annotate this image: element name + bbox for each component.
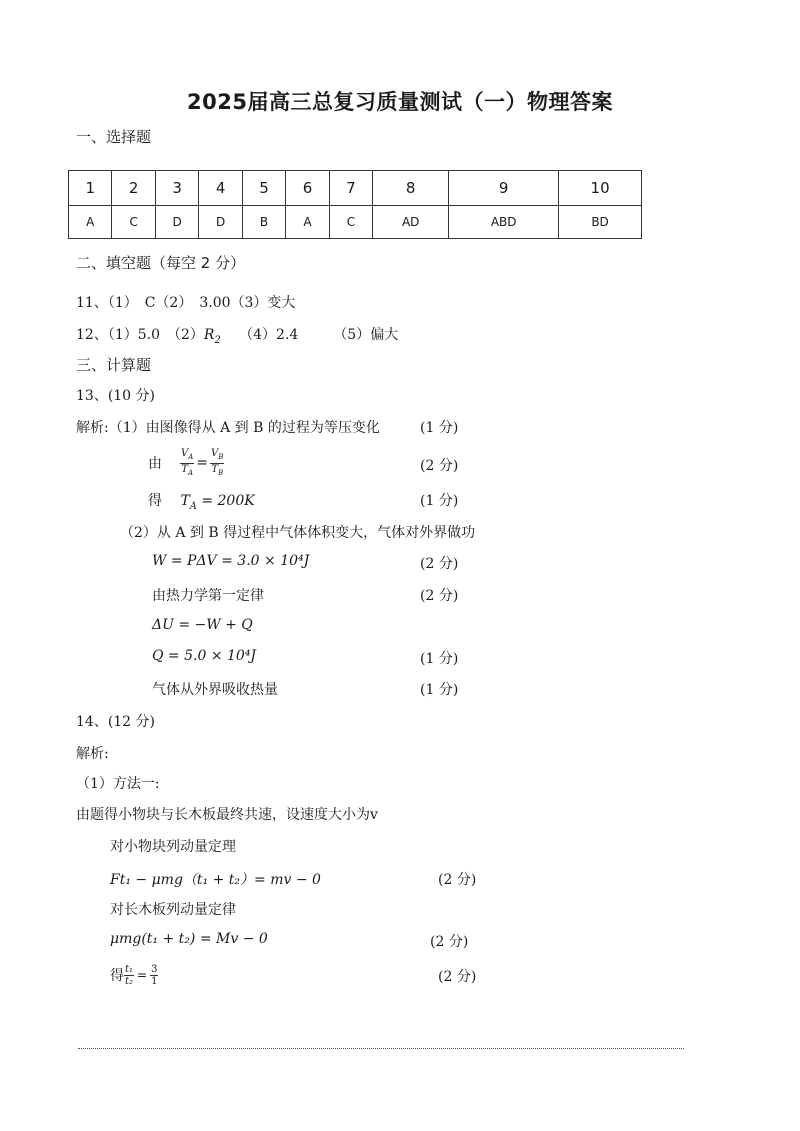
q13-line2: 由 $\frac{V_A}{T_A}$ = $\frac{V_B}{T_B}$ [148, 447, 224, 477]
q14-line4: 对小物块列动量定理 [110, 839, 236, 855]
q13-frac1-den: $T_A$ [181, 463, 194, 477]
question-number-cell: 7 [329, 171, 372, 206]
answer-cell: D [199, 206, 242, 239]
q14-line5-expr: Ft₁ − μmg（t₁ + t₂）= mv − 0 [110, 872, 321, 888]
q12-part-b: （4）2.4 （5）偏大 [239, 327, 399, 343]
q14-frac-den: t₂ [125, 975, 134, 987]
q13-line7-expr: ΔU = −W + Q [152, 617, 253, 633]
q14-line8-score: (2 分) [438, 969, 477, 985]
q13-line1-score: (1 分) [420, 420, 459, 436]
section-choice-heading: 一、选择题 [76, 128, 152, 146]
q14-fraction-t1-t2 [124, 964, 134, 987]
q14-fraction-3-1 [150, 964, 158, 987]
q13-frac2-num: $V_B$ [210, 448, 224, 464]
q13-line2-prefix: 由 [148, 456, 162, 472]
q14-line7-expr: μmg(t₁ + t₂) = Mv − 0 [110, 931, 268, 947]
q14-frac-equals: = [137, 968, 148, 982]
q13-line3-prefix: 得 [148, 493, 162, 509]
answer-cell: C [329, 206, 372, 239]
q13-fraction-vb-tb [210, 448, 224, 479]
q14-header: 14、(12 分) [76, 714, 156, 730]
q14-line6: 对长木板列动量定律 [110, 902, 236, 918]
page-bottom-dotted-divider [78, 1048, 684, 1049]
q13-frac1-num: $V_A$ [180, 448, 194, 464]
answer-cell: A [286, 206, 329, 239]
answer-table-number-row [69, 171, 642, 206]
question-number-cell: 8 [373, 171, 449, 206]
q14-line7-score: (2 分) [430, 934, 469, 950]
q13-line5-expr: W = PΔV = 3.0 × 10⁴J [152, 553, 310, 569]
q14-frac-num: t₁ [125, 963, 134, 975]
q14-line3: 由题得小物块与长木板最终共速，设速度大小为v [76, 807, 378, 823]
q13-fraction-va-ta [180, 448, 194, 479]
answer-cell: B [242, 206, 285, 239]
q14-line2: （1）方法一: [76, 776, 160, 792]
answer-cell: C [112, 206, 155, 239]
question-number-cell: 6 [286, 171, 329, 206]
q12-resistor-symbol: R [203, 327, 215, 343]
section-calc-heading: 三、计算题 [76, 356, 152, 374]
q14-frac2-num: 3 [151, 963, 158, 975]
answer-cell: ABD [449, 206, 559, 239]
q11-answer: 11、（1） C（2） 3.00（3）变大 [76, 295, 296, 311]
q13-line8-expr: Q = 5.0 × 10⁴J [152, 648, 257, 664]
q13-line3 [148, 490, 255, 512]
q13-line6: 由热力学第一定律 [152, 588, 264, 604]
q13-frac2-den: $T_B$ [211, 463, 224, 477]
section-fill-heading: 二、填空题（每空 2 分） [76, 254, 246, 272]
question-number-cell: 9 [449, 171, 559, 206]
question-number-cell: 3 [155, 171, 198, 206]
q13-line4: （2）从 A 到 B 得过程中气体体积变大，气体对外界做功 [120, 525, 476, 541]
q14-line8 [110, 958, 158, 992]
answer-table-answer-row [69, 206, 642, 239]
q13-line1: 解析:（1）由图像得从 A 到 B 的过程为等压变化 [76, 420, 380, 436]
question-number-cell: 1 [69, 171, 112, 206]
document-title: 2025届高三总复习质量测试（一）物理答案 [187, 90, 613, 114]
answer-table [68, 170, 642, 239]
answer-cell: A [69, 206, 112, 239]
answer-cell: AD [373, 206, 449, 239]
answer-cell: BD [559, 206, 642, 239]
q14-line8-prefix: 得 [110, 968, 124, 984]
answer-cell: D [155, 206, 198, 239]
question-number-cell: 10 [559, 171, 642, 206]
q12-answer [76, 324, 398, 346]
q13-line3-expr: $T_A = 200K$ [180, 493, 255, 512]
q14-line1: 解析: [76, 746, 109, 762]
q12-resistor-subscript: 2 [214, 334, 221, 346]
q13-line5-score: (2 分) [420, 556, 459, 572]
q13-line3-score: (1 分) [420, 493, 459, 509]
q13-line2-score: (2 分) [420, 458, 459, 474]
q13-line6-score: (2 分) [420, 588, 459, 604]
q13-line9: 气体从外界吸收热量 [152, 682, 278, 698]
q14-frac2-den: 1 [151, 975, 158, 987]
q13-line8-score: (1 分) [420, 651, 459, 667]
q12-part-a: 12、（1）5.0 （2） [76, 327, 204, 343]
question-number-cell: 5 [242, 171, 285, 206]
q13-header: 13、(10 分) [76, 388, 156, 404]
q14-line5-score: (2 分) [438, 872, 477, 888]
question-number-cell: 4 [199, 171, 242, 206]
q13-line9-score: (1 分) [420, 682, 459, 698]
question-number-cell: 2 [112, 171, 155, 206]
